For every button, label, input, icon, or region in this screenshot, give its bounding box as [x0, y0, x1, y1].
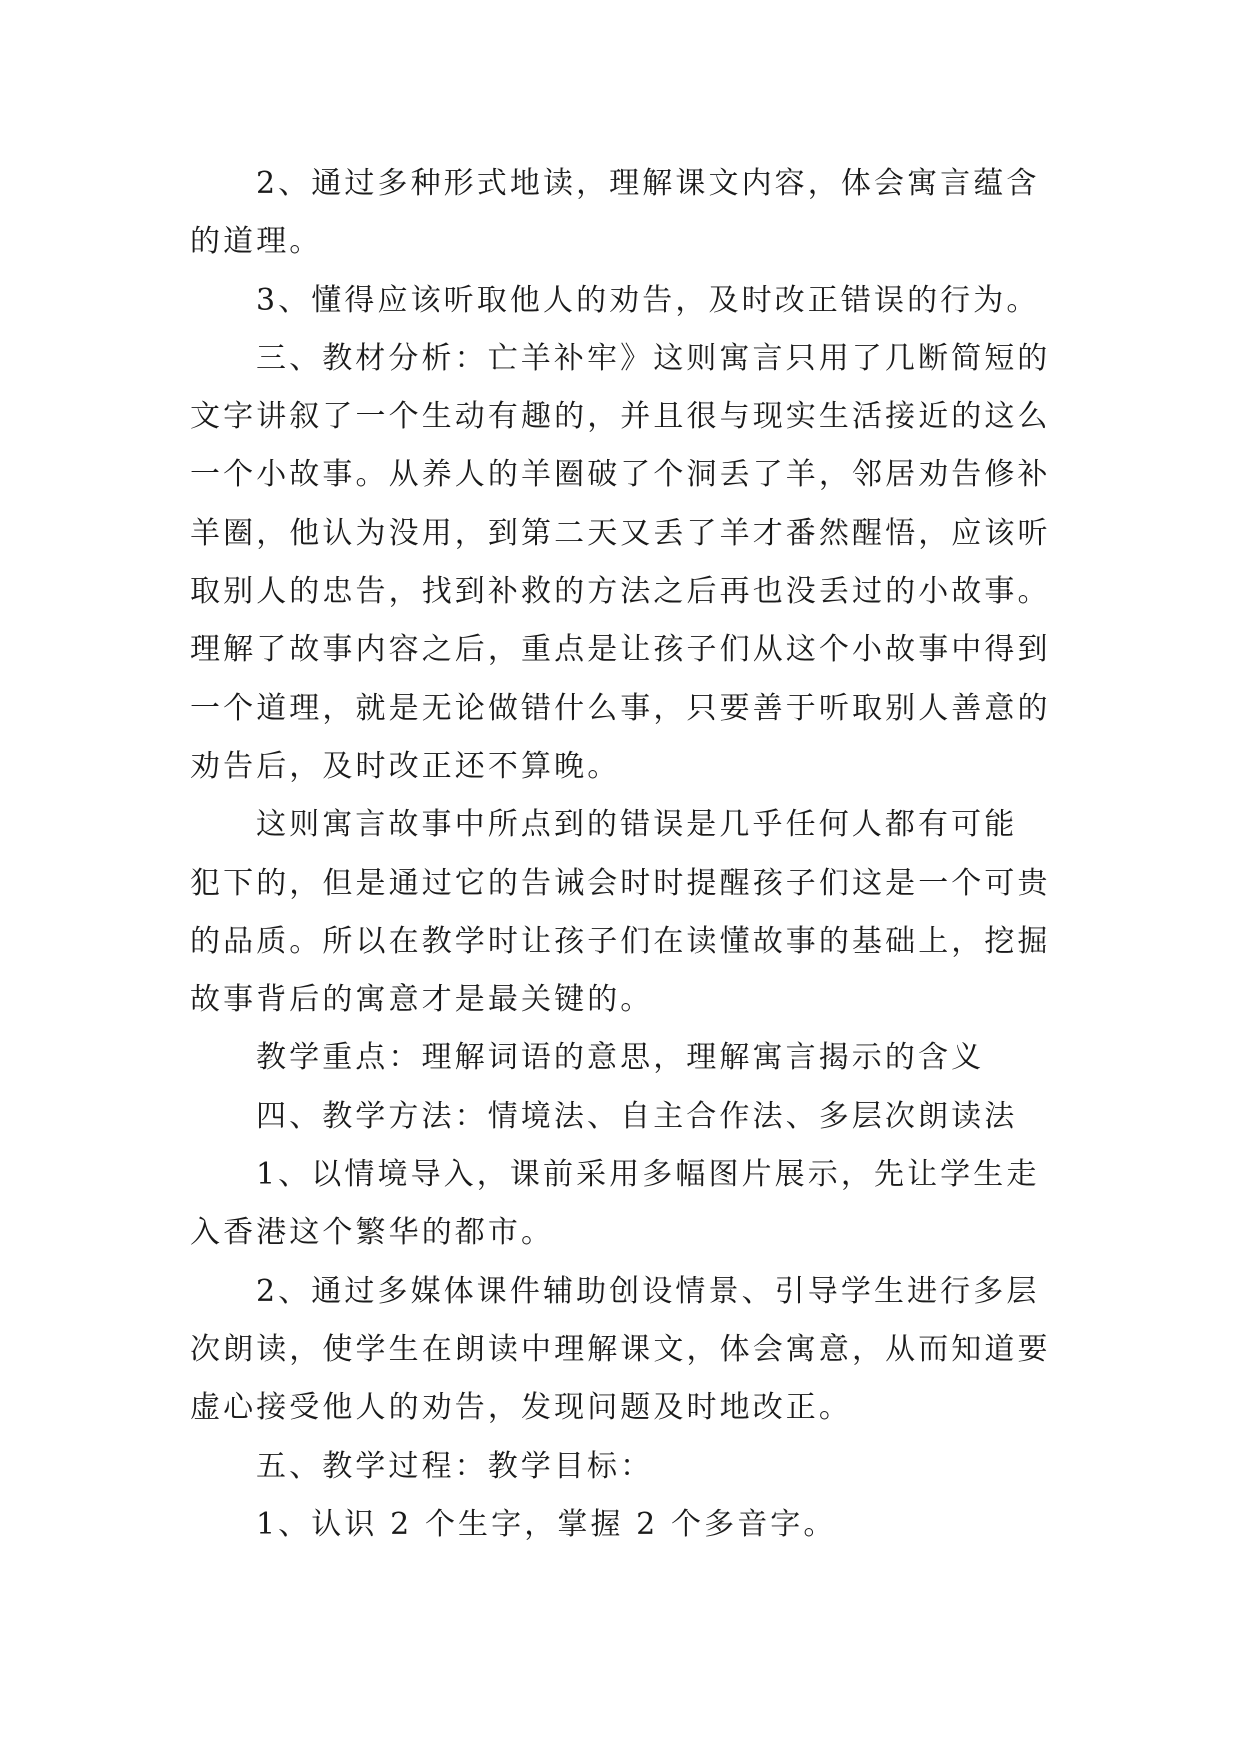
paragraph-goal-2 — [190, 155, 1070, 272]
text-line: 的道理。 — [190, 224, 323, 260]
text-line: 虚心接受他人的劝告，发现问题及时地改正。 — [190, 1390, 852, 1426]
paragraph-teaching-focus — [190, 1029, 1070, 1087]
text-line: 3、懂得应该听取他人的劝告，及时改正错误的行为。 — [256, 282, 1040, 318]
text-line: 文字讲叙了一个生动有趣的，并且很与现实生活接近的这么 — [190, 399, 1051, 435]
text-line: 一个小故事。从养人的羊圈破了个洞丢了羊，邻居劝告修补 — [190, 457, 1051, 493]
text-line: 一个道理，就是无论做错什么事，只要善于听取别人善意的 — [190, 690, 1051, 726]
text-line: 五、教学过程：教学目标： — [256, 1448, 654, 1484]
text-line: 取别人的忠告，找到补救的方法之后再也没丢过的小故事。 — [190, 574, 1051, 610]
text-line: 1、以情境导入，课前采用多幅图片展示，先让学生走 — [256, 1157, 1040, 1193]
text-line: 故事背后的寓意才是最关键的。 — [190, 982, 654, 1018]
text-line: 次朗读，使学生在朗读中理解课文，体会寓意，从而知道要 — [190, 1331, 1051, 1367]
paragraph-teaching-methods — [190, 1088, 1070, 1146]
paragraph-process-goal-1 — [190, 1496, 1070, 1554]
text-line: 三、教材分析：亡羊补牢》这则寓言只用了几断简短的 — [256, 340, 1051, 376]
paragraph-teaching-process — [190, 1438, 1070, 1496]
text-line: 这则寓言故事中所点到的错误是几乎任何人都有可能 — [256, 807, 1018, 843]
text-line: 入香港这个繁华的都市。 — [190, 1215, 555, 1251]
text-line: 四、教学方法：情境法、自主合作法、多层次朗读法 — [256, 1098, 1018, 1134]
text-line: 2、通过多种形式地读，理解课文内容，体会寓言蕴含 — [256, 166, 1040, 201]
text-line: 劝告后，及时改正还不算晚。 — [190, 748, 621, 784]
paragraph-fable-moral — [190, 796, 1070, 1029]
text-line: 教学重点：理解词语的意思，理解寓言揭示的含义 — [256, 1040, 985, 1076]
text-line: 2、通过多媒体课件辅助创设情景、引导学生进行多层 — [256, 1273, 1040, 1309]
paragraph-material-analysis — [190, 330, 1070, 796]
text-line: 理解了故事内容之后，重点是让孩子们从这个小故事中得到 — [190, 632, 1051, 668]
text-line: 羊圈，他认为没用，到第二天又丢了羊才番然醒悟，应该听 — [190, 515, 1051, 551]
document-body — [190, 155, 1070, 1554]
text-line: 的品质。所以在教学时让孩子们在读懂故事的基础上，挖掘 — [190, 923, 1051, 959]
paragraph-method-2 — [190, 1263, 1070, 1438]
text-line: 犯下的，但是通过它的告诫会时时提醒孩子们这是一个可贵 — [190, 865, 1051, 901]
text-line: 1、认识 2 个生字，掌握 2 个多音字。 — [256, 1506, 837, 1542]
paragraph-method-1 — [190, 1146, 1070, 1263]
paragraph-goal-3 — [190, 272, 1070, 330]
